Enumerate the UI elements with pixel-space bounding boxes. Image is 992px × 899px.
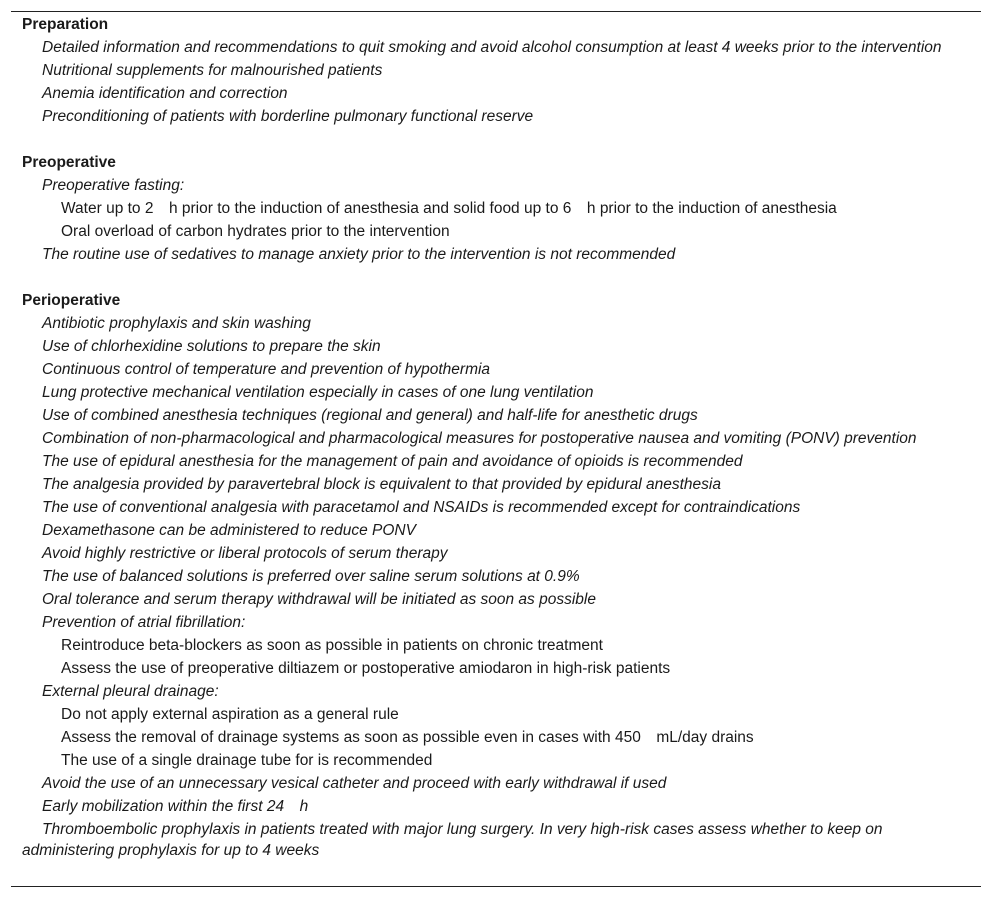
list-item: Lung protective mechanical ventilation especially in cases of one lung ventilation bbox=[42, 384, 594, 401]
list-item: The use of epidural anesthesia for the management of pain and avoidance of opioids is recommended bbox=[42, 453, 743, 470]
section-title-preparation: Preparation bbox=[22, 16, 109, 33]
list-item: Thromboembolic prophylaxis in patients treated with major lung surgery. In very high-risk cases assess whether to keep on administering prophylaxis for up to 4 weeks bbox=[22, 821, 883, 859]
subsection-label-fasting: Preoperative fasting: bbox=[42, 177, 185, 194]
section-spacer bbox=[22, 266, 970, 289]
list-item: Anemia identification and correction bbox=[42, 85, 288, 102]
sub-list-item: Reintroduce beta-blockers as soon as possible in patients on chronic treatment bbox=[61, 637, 603, 654]
list-item: The use of conventional analgesia with paracetamol and NSAIDs is recommended except for contraindications bbox=[42, 499, 801, 516]
sub-list-item: The use of a single drainage tube for is recommended bbox=[61, 752, 433, 769]
list-item: Preconditioning of patients with borderline pulmonary functional reserve bbox=[42, 108, 534, 125]
section-title-preoperative: Preoperative bbox=[22, 154, 116, 171]
list-item: Detailed information and recommendations to quit smoking and avoid alcohol consumption at least 4 weeks prior to the intervention bbox=[42, 39, 942, 56]
list-item: Nutritional supplements for malnourished patients bbox=[42, 62, 383, 79]
list-item: Avoid highly restrictive or liberal protocols of serum therapy bbox=[42, 545, 448, 562]
list-item: Avoid the use of an unnecessary vesical catheter and proceed with early withdrawal if used bbox=[42, 775, 667, 792]
list-item: The routine use of sedatives to manage anxiety prior to the intervention is not recommended bbox=[42, 246, 676, 263]
list-item: Antibiotic prophylaxis and skin washing bbox=[42, 315, 311, 332]
list-item: Early mobilization within the first 24 h bbox=[42, 798, 309, 815]
list-item: The analgesia provided by paravertebral block is equivalent to that provided by epidural anesthesia bbox=[42, 476, 721, 493]
list-item: Use of chlorhexidine solutions to prepare the skin bbox=[42, 338, 381, 355]
list-item: Dexamethasone can be administered to reduce PONV bbox=[42, 522, 416, 539]
sub-list-item: Assess the removal of drainage systems as soon as possible even in cases with 450 mL/day drains bbox=[61, 729, 754, 746]
list-item: Continuous control of temperature and prevention of hypothermia bbox=[42, 361, 491, 378]
list-item: Combination of non-pharmacological and pharmacological measures for postoperative nausea and vomiting (PONV) prevention bbox=[42, 430, 917, 447]
section-spacer bbox=[22, 128, 970, 151]
sub-list-item: Water up to 2 h prior to the induction of anesthesia and solid food up to 6 h prior to the induction of anesthesia bbox=[61, 200, 837, 217]
list-item: Oral tolerance and serum therapy withdrawal will be initiated as soon as possible bbox=[42, 591, 596, 608]
sub-list-item: Oral overload of carbon hydrates prior to the intervention bbox=[61, 223, 450, 240]
section-title-perioperative: Perioperative bbox=[22, 292, 121, 309]
subsection-label-atrial-fibrillation: Prevention of atrial fibrillation: bbox=[42, 614, 246, 631]
list-item: Use of combined anesthesia techniques (regional and general) and half-life for anesthetic drugs bbox=[42, 407, 698, 424]
subsection-label-pleural-drainage: External pleural drainage: bbox=[42, 683, 219, 700]
recommendations-table bbox=[11, 11, 981, 887]
table-content bbox=[22, 13, 970, 862]
list-item: The use of balanced solutions is preferred over saline serum solutions at 0.9% bbox=[42, 568, 580, 585]
sub-list-item: Do not apply external aspiration as a general rule bbox=[61, 706, 399, 723]
sub-list-item: Assess the use of preoperative diltiazem or postoperative amiodaron in high-risk patients bbox=[61, 660, 671, 677]
